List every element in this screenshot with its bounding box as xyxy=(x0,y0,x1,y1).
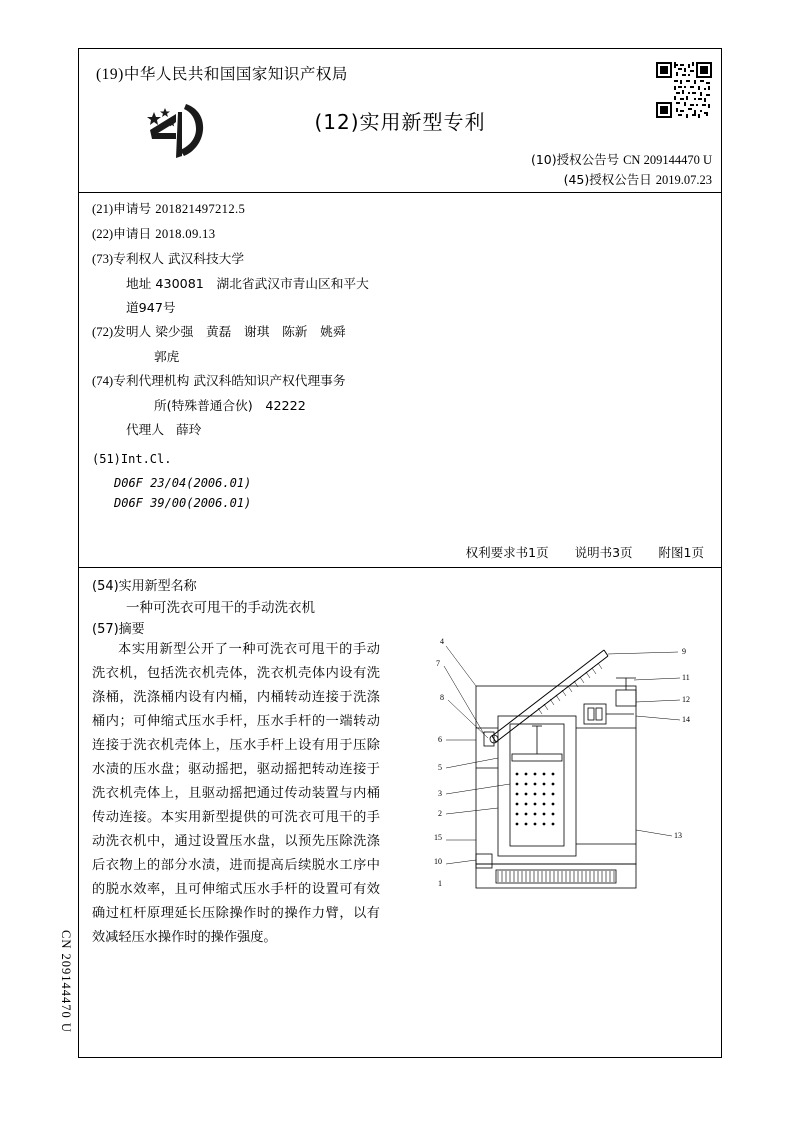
figure-label-7: 7 xyxy=(436,659,440,668)
claims-page-count: 权利要求书1页 xyxy=(465,545,549,560)
inventor-row-2 xyxy=(92,346,512,367)
figure-label-12: 12 xyxy=(682,695,690,704)
office-name: 中华人民共和国国家知识产权局 xyxy=(123,65,348,83)
figure-label-15: 15 xyxy=(434,833,442,842)
application-date-row xyxy=(92,223,512,245)
application-date-label: (22)申请日 xyxy=(92,227,152,241)
patent-figure xyxy=(418,608,708,908)
publication-number-value: CN 209144470 U xyxy=(623,153,712,167)
publication-date xyxy=(564,170,712,188)
agent-row xyxy=(92,419,512,440)
header-divider xyxy=(78,192,722,193)
inventor-line-2: 郭虎 xyxy=(154,349,180,364)
figure-label-13: 13 xyxy=(674,831,682,840)
bibliographic-data xyxy=(92,198,512,513)
inventor-row xyxy=(92,321,512,343)
applicant-row xyxy=(92,248,512,270)
intcl-row xyxy=(92,448,512,470)
figure-label-5: 5 xyxy=(438,763,442,772)
application-number-label: (21)申请号 xyxy=(92,202,152,216)
agent-label: 代理人 xyxy=(126,422,165,437)
description-page-count: 说明书3页 xyxy=(574,545,633,560)
applicant-value: 武汉科技大学 xyxy=(167,251,245,266)
agent-value: 薛玲 xyxy=(176,422,202,437)
agency-row xyxy=(92,370,512,392)
inventor-line-1: 梁少强 黄磊 谢琪 陈新 姚舜 xyxy=(155,324,346,339)
agency-row-2 xyxy=(92,395,512,416)
invention-name-label: (54)实用新型名称 xyxy=(92,579,197,594)
agency-line-1: 武汉科皓知识产权代理事务 xyxy=(193,373,346,388)
application-number-value: 201821497212.5 xyxy=(155,202,246,216)
document-type-title xyxy=(0,106,800,135)
invention-name-value: 一种可洗衣可甩干的手动洗衣机 xyxy=(126,600,315,616)
address-row-2 xyxy=(92,297,512,318)
abstract-text: 本实用新型公开了一种可洗衣可甩干的手动洗衣机，包括洗衣机壳体，洗衣机壳体内设有洗涤桶，洗涤桶内设有内桶，内桶转动连接于洗涤桶内；可伸缩式压水手杆，压水手杆的一端转动连接于洗衣机壳体上，压水手杆上设有用于压除水渍的压水盘；驱动摇把，驱动摇把转动连接于洗衣机壳体上，且驱动摇把通过传动装置与内桶传动连接。本实用新型提供的可洗衣可甩干的手动洗衣机中，通过设置压水盘，以预先压除洗涤后衣物上的部分水渍，进而提高后续脱水工序中的脱水效率，且可伸缩式压水手杆的设置可有效确过杠杆原理延长压除操作时的操作力臂，以有效减轻压水操作时的操作强度。 xyxy=(92,642,380,945)
abstract-divider xyxy=(78,567,722,568)
publication-number-label: (10)授权公告号 xyxy=(530,152,620,167)
applicant-label: (73)专利权人 xyxy=(92,252,164,266)
intcl-entry-1: D06F 23/04(2006.01) xyxy=(114,476,252,490)
agency-line-2: 所(特殊普通合伙) 42222 xyxy=(154,398,306,413)
application-number-row xyxy=(92,198,512,220)
drawings-page-count: 附图1页 xyxy=(658,545,704,560)
publication-date-label: (45)授权公告日 xyxy=(563,172,652,187)
address-line-1: 430081 湖北省武汉市青山区和平大 xyxy=(155,276,369,291)
figure-label-8: 8 xyxy=(440,693,444,702)
side-publication-code: CN 209144470 U xyxy=(59,930,73,1033)
figure-label-4: 4 xyxy=(440,637,444,646)
page-counts xyxy=(444,543,704,561)
issuing-office xyxy=(96,62,348,84)
publication-number xyxy=(531,150,712,168)
abstract-label: (57)摘要 xyxy=(92,622,145,637)
doc-type-prefix: (12) xyxy=(314,110,360,134)
figure-label-2: 2 xyxy=(438,809,442,818)
figure-label-10: 10 xyxy=(434,857,442,866)
figure-label-3: 3 xyxy=(438,789,442,798)
figure-label-9: 9 xyxy=(682,647,686,656)
inventor-label: (72)发明人 xyxy=(92,325,152,339)
intcl-entry-2: D06F 39/00(2006.01) xyxy=(114,496,252,510)
figure-label-6: 6 xyxy=(438,735,442,744)
address-row xyxy=(92,273,512,294)
address-line-2: 道947号 xyxy=(126,300,176,315)
doc-type-name: 实用新型专利 xyxy=(359,110,486,134)
publication-date-value: 2019.07.23 xyxy=(655,173,712,187)
figure-label-14: 14 xyxy=(682,715,690,724)
figure-label-1: 1 xyxy=(438,879,442,888)
application-date-value: 2018.09.13 xyxy=(155,227,216,241)
figure-label-11: 11 xyxy=(682,673,690,682)
agency-label: (74)专利代理机构 xyxy=(92,374,190,388)
office-prefix: (19) xyxy=(96,66,124,83)
intcl-label: (51)Int.Cl. xyxy=(92,452,172,466)
address-label: 地址 xyxy=(126,276,152,291)
